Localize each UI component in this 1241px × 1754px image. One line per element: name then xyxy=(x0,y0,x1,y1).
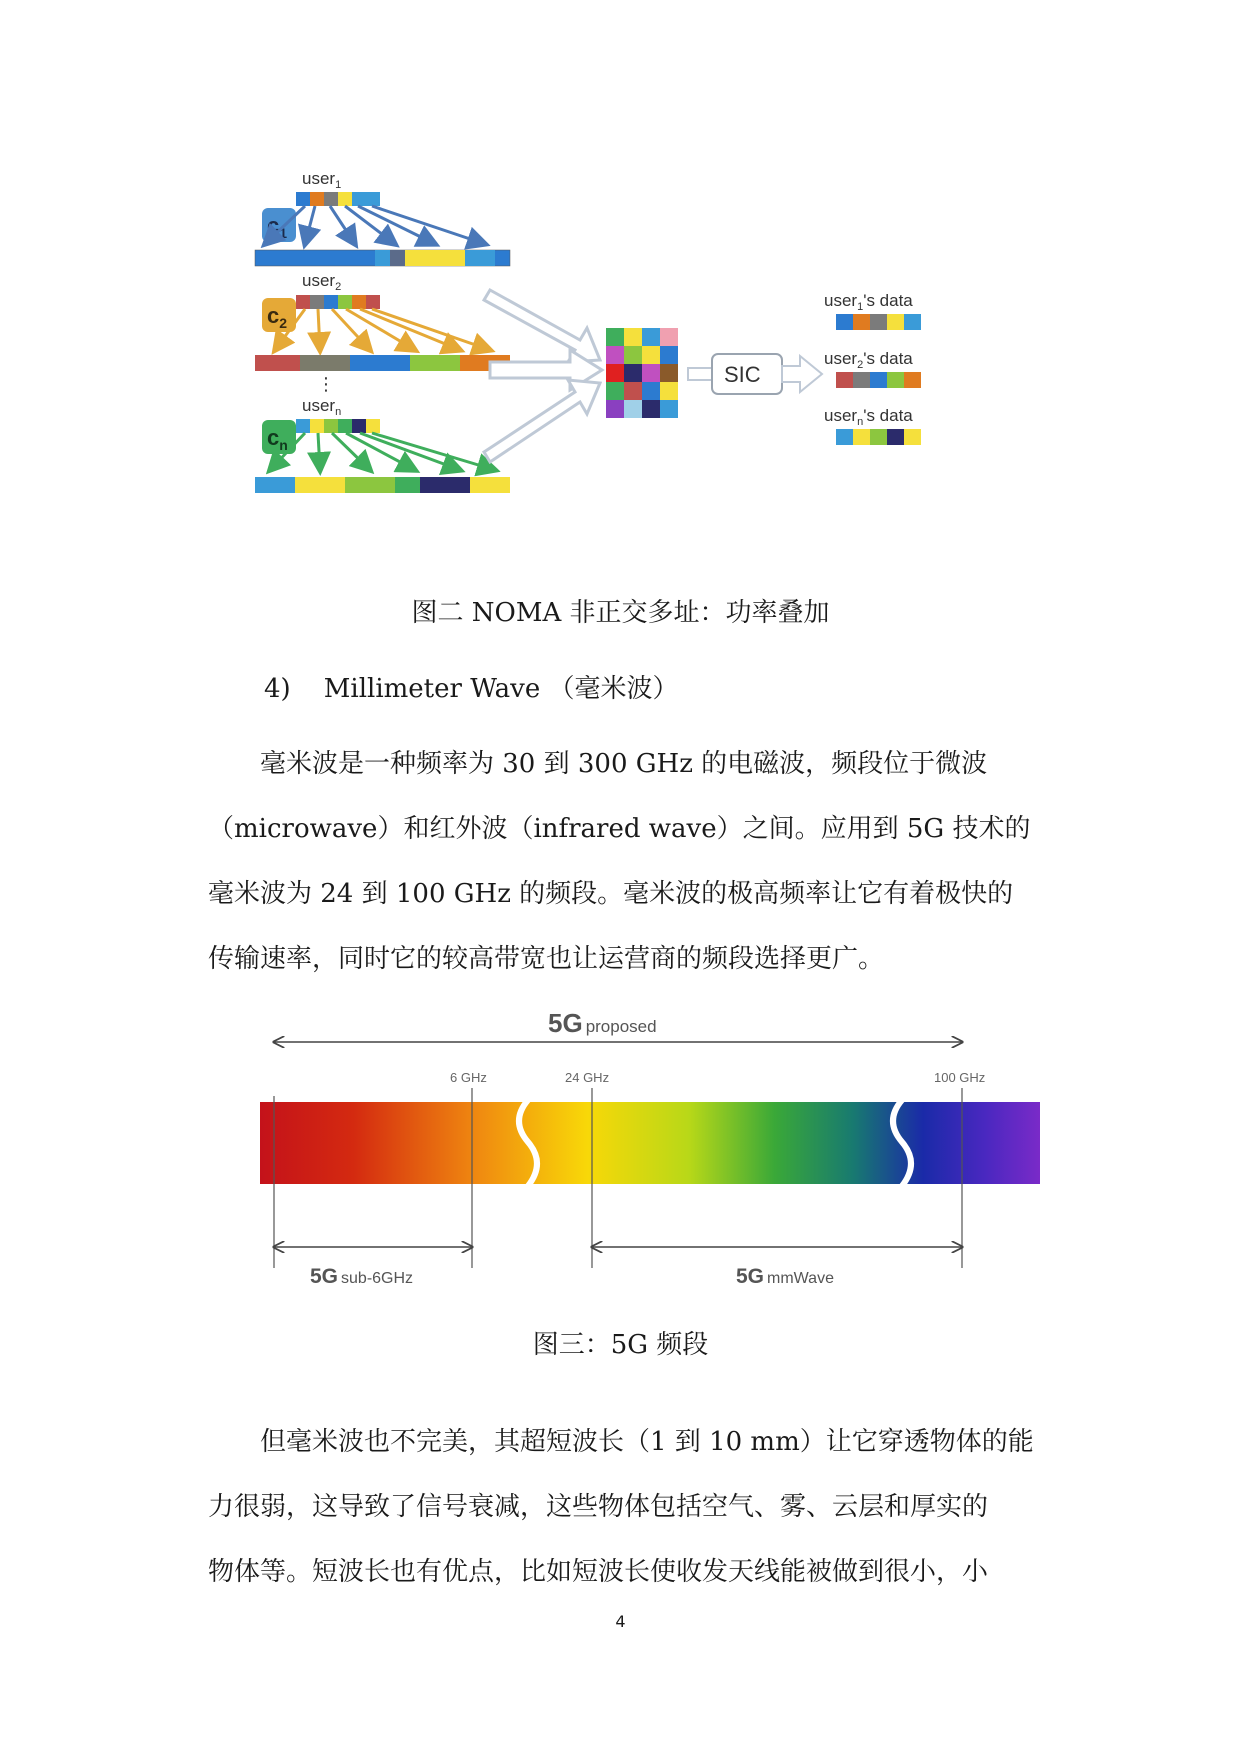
output-user2-bar xyxy=(836,372,921,388)
tick-6ghz-label: 6 GHz xyxy=(450,1070,487,1085)
output-usern-label: user$_n$'s data xyxy=(824,406,913,428)
noma-diagram xyxy=(250,169,1050,560)
paragraph2-line: 力很弱，这导致了信号衰减，这些物体包括空气、雾、云层和厚实的 xyxy=(208,1492,989,1522)
5g-proposed-label: 5G proposed xyxy=(548,1008,657,1038)
sic-output-arrow xyxy=(782,356,822,392)
svg-text:c1: $c_1$ xyxy=(267,213,288,241)
spectrum-band xyxy=(260,1102,1040,1184)
paragraph1-line: 毫米波是一种频率为 30 到 300 GHz 的电磁波，频段位于微波 xyxy=(208,749,988,779)
cn-spread-sequence xyxy=(255,477,510,493)
svg-text:c2: $c_2$ xyxy=(267,303,288,331)
usern-symbol-bar xyxy=(296,419,380,433)
5g-mmwave-label: 5G mmWave xyxy=(736,1265,834,1288)
5g-sub6-label: 5G sub-6GHz xyxy=(310,1265,414,1288)
sic-input-arrow xyxy=(688,368,712,380)
output-usern-bar xyxy=(836,429,921,445)
c1-spread-sequence xyxy=(255,250,510,266)
usern-label: user$_n$ xyxy=(302,396,342,418)
ellipsis-dots: ⋮ xyxy=(317,374,335,394)
hollow-arrow-top xyxy=(484,290,600,362)
paragraph2-line: 物体等。短波长也有优点，比如短波长使收发天线能被做到很小，小 xyxy=(208,1557,989,1587)
superposed-signal-grid xyxy=(606,328,678,418)
paragraph1-line: 毫米波为 24 到 100 GHz 的频段。毫米波的极高频率让它有着极快的 xyxy=(208,879,1014,909)
paragraph1-line: 传输速率，同时它的较高带宽也让运营商的频段选择更广。 xyxy=(208,944,885,974)
section-number: 4) xyxy=(264,674,291,704)
output-user1-bar xyxy=(836,314,921,330)
section-title: Millimeter Wave （毫米波） xyxy=(323,674,679,704)
hollow-arrow-bottom xyxy=(484,380,600,462)
paragraph1-line: （microwave）和红外波（infrared wave）之间。应用到 5G 技术的 xyxy=(208,814,1031,844)
figure2-caption: 图二 NOMA 非正交多址：功率叠加 xyxy=(411,598,830,628)
5g-spectrum-diagram xyxy=(250,1000,1050,1300)
user1-symbol-bar xyxy=(296,192,380,206)
sic-label: SIC xyxy=(724,362,761,387)
tick-100ghz-label: 100 GHz xyxy=(934,1070,986,1085)
figure3-caption: 图三：5G 频段 xyxy=(532,1330,709,1360)
svg-text:cn: $c_n$ xyxy=(267,425,288,453)
c2-spread-sequence xyxy=(255,355,510,371)
tick-24ghz-label: 24 GHz xyxy=(565,1070,610,1085)
output-user2-label: user$_2$'s data xyxy=(824,349,913,371)
page-number: 4 xyxy=(615,1612,626,1631)
output-user1-label: user$_1$'s data xyxy=(824,291,913,313)
user2-label: user$_2$ xyxy=(302,271,342,293)
user2-symbol-bar xyxy=(296,295,380,309)
paragraph-millimeter-wave xyxy=(208,732,1088,992)
section-heading xyxy=(264,668,679,705)
codebook-c1-badge xyxy=(262,208,296,242)
paragraph2-line: 但毫米波也不完美，其超短波长（1 到 10 mm）让它穿透物体的能 xyxy=(208,1427,1034,1457)
user1-label: user$_1$ xyxy=(302,169,342,191)
paragraph-millimeter-wave-drawbacks xyxy=(208,1410,1088,1605)
